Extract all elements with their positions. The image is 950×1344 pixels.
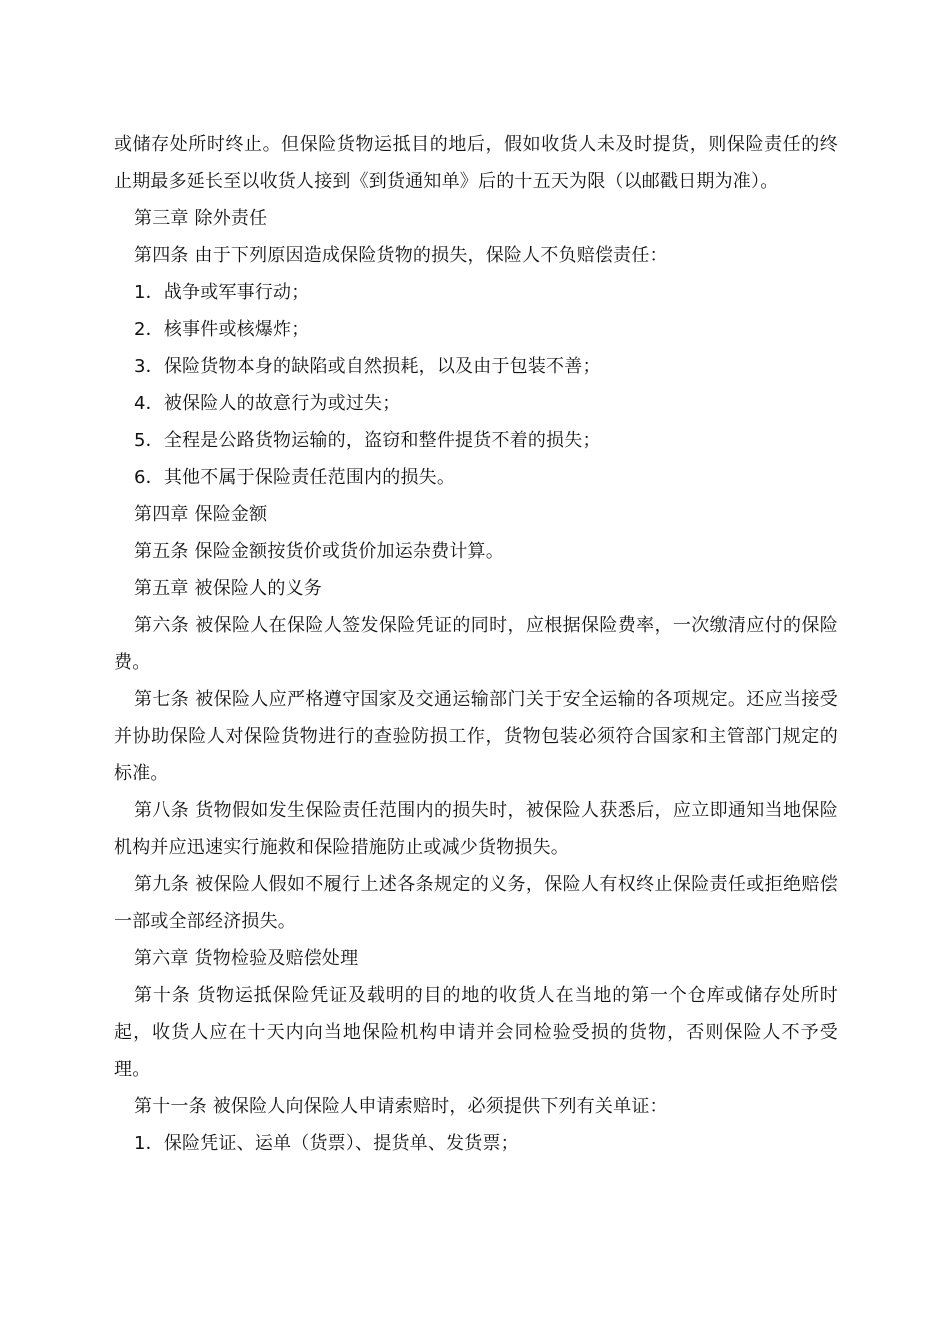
chapter-heading-5: 第五章 被保险人的义务 [134,578,322,599]
article-7: 第七条 被保险人应严格遵守国家及交通运输部门关于安全运输的各项规定。还应当接受并协助保险人对保险货物进行的查验防损工作，货物包装必须符合国家和主管部门规定的标准。 [114,689,838,784]
article-5: 第五条 保险金额按货价或货价加运杂费计算。 [134,541,504,562]
article-4: 第四条 由于下列原因造成保险货物的损失，保险人不负赔偿责任： [134,245,668,266]
article-6: 第六条 被保险人在保险人签发保险凭证的同时，应根据保险费率，一次缴清应付的保险费。 [114,615,838,673]
article-4-item-6: 6．其他不属于保险责任范围内的损失。 [134,467,456,488]
document-body [114,126,838,1162]
article-11-item-1: 1．保险凭证、运单（货票）、提货单、发货票； [134,1133,519,1154]
article-4-item-3: 3．保险货物本身的缺陷或自然损耗，以及由于包装不善； [134,356,601,377]
article-11: 第十一条 被保险人向保险人申请索赔时，必须提供下列有关单证： [134,1096,668,1117]
article-10: 第十条 货物运抵保险凭证及载明的目的地的收货人在当地的第一个仓库或储存处所时起，收货人应在十天内向当地保险机构申请并会同检验受损的货物，否则保险人不予受理。 [114,985,838,1080]
article-4-item-5: 5．全程是公路货物运输的，盗窃和整件提货不着的损失； [134,430,601,451]
article-4-item-4: 4．被保险人的故意行为或过失； [134,393,401,414]
chapter-heading-6: 第六章 货物检验及赔偿处理 [134,948,359,969]
article-4-item-1: 1．战争或军事行动； [134,282,310,303]
article-8: 第八条 货物假如发生保险责任范围内的损失时，被保险人获悉后，应立即通知当地保险机构并应迅速实行施救和保险措施防止或减少货物损失。 [114,800,838,858]
chapter-heading-3: 第三章 除外责任 [134,208,268,229]
chapter-heading-4: 第四章 保险金额 [134,504,268,525]
article-9: 第九条 被保险人假如不履行上述各条规定的义务，保险人有权终止保险责任或拒绝赔偿一部或全部经济损失。 [114,874,838,932]
paragraph-continuation: 或储存处所时终止。但保险货物运抵目的地后，假如收货人未及时提货，则保险责任的终止期最多延长至以收货人接到《到货通知单》后的十五天为限（以邮戳日期为准）。 [114,134,838,192]
article-4-item-2: 2．核事件或核爆炸； [134,319,310,340]
